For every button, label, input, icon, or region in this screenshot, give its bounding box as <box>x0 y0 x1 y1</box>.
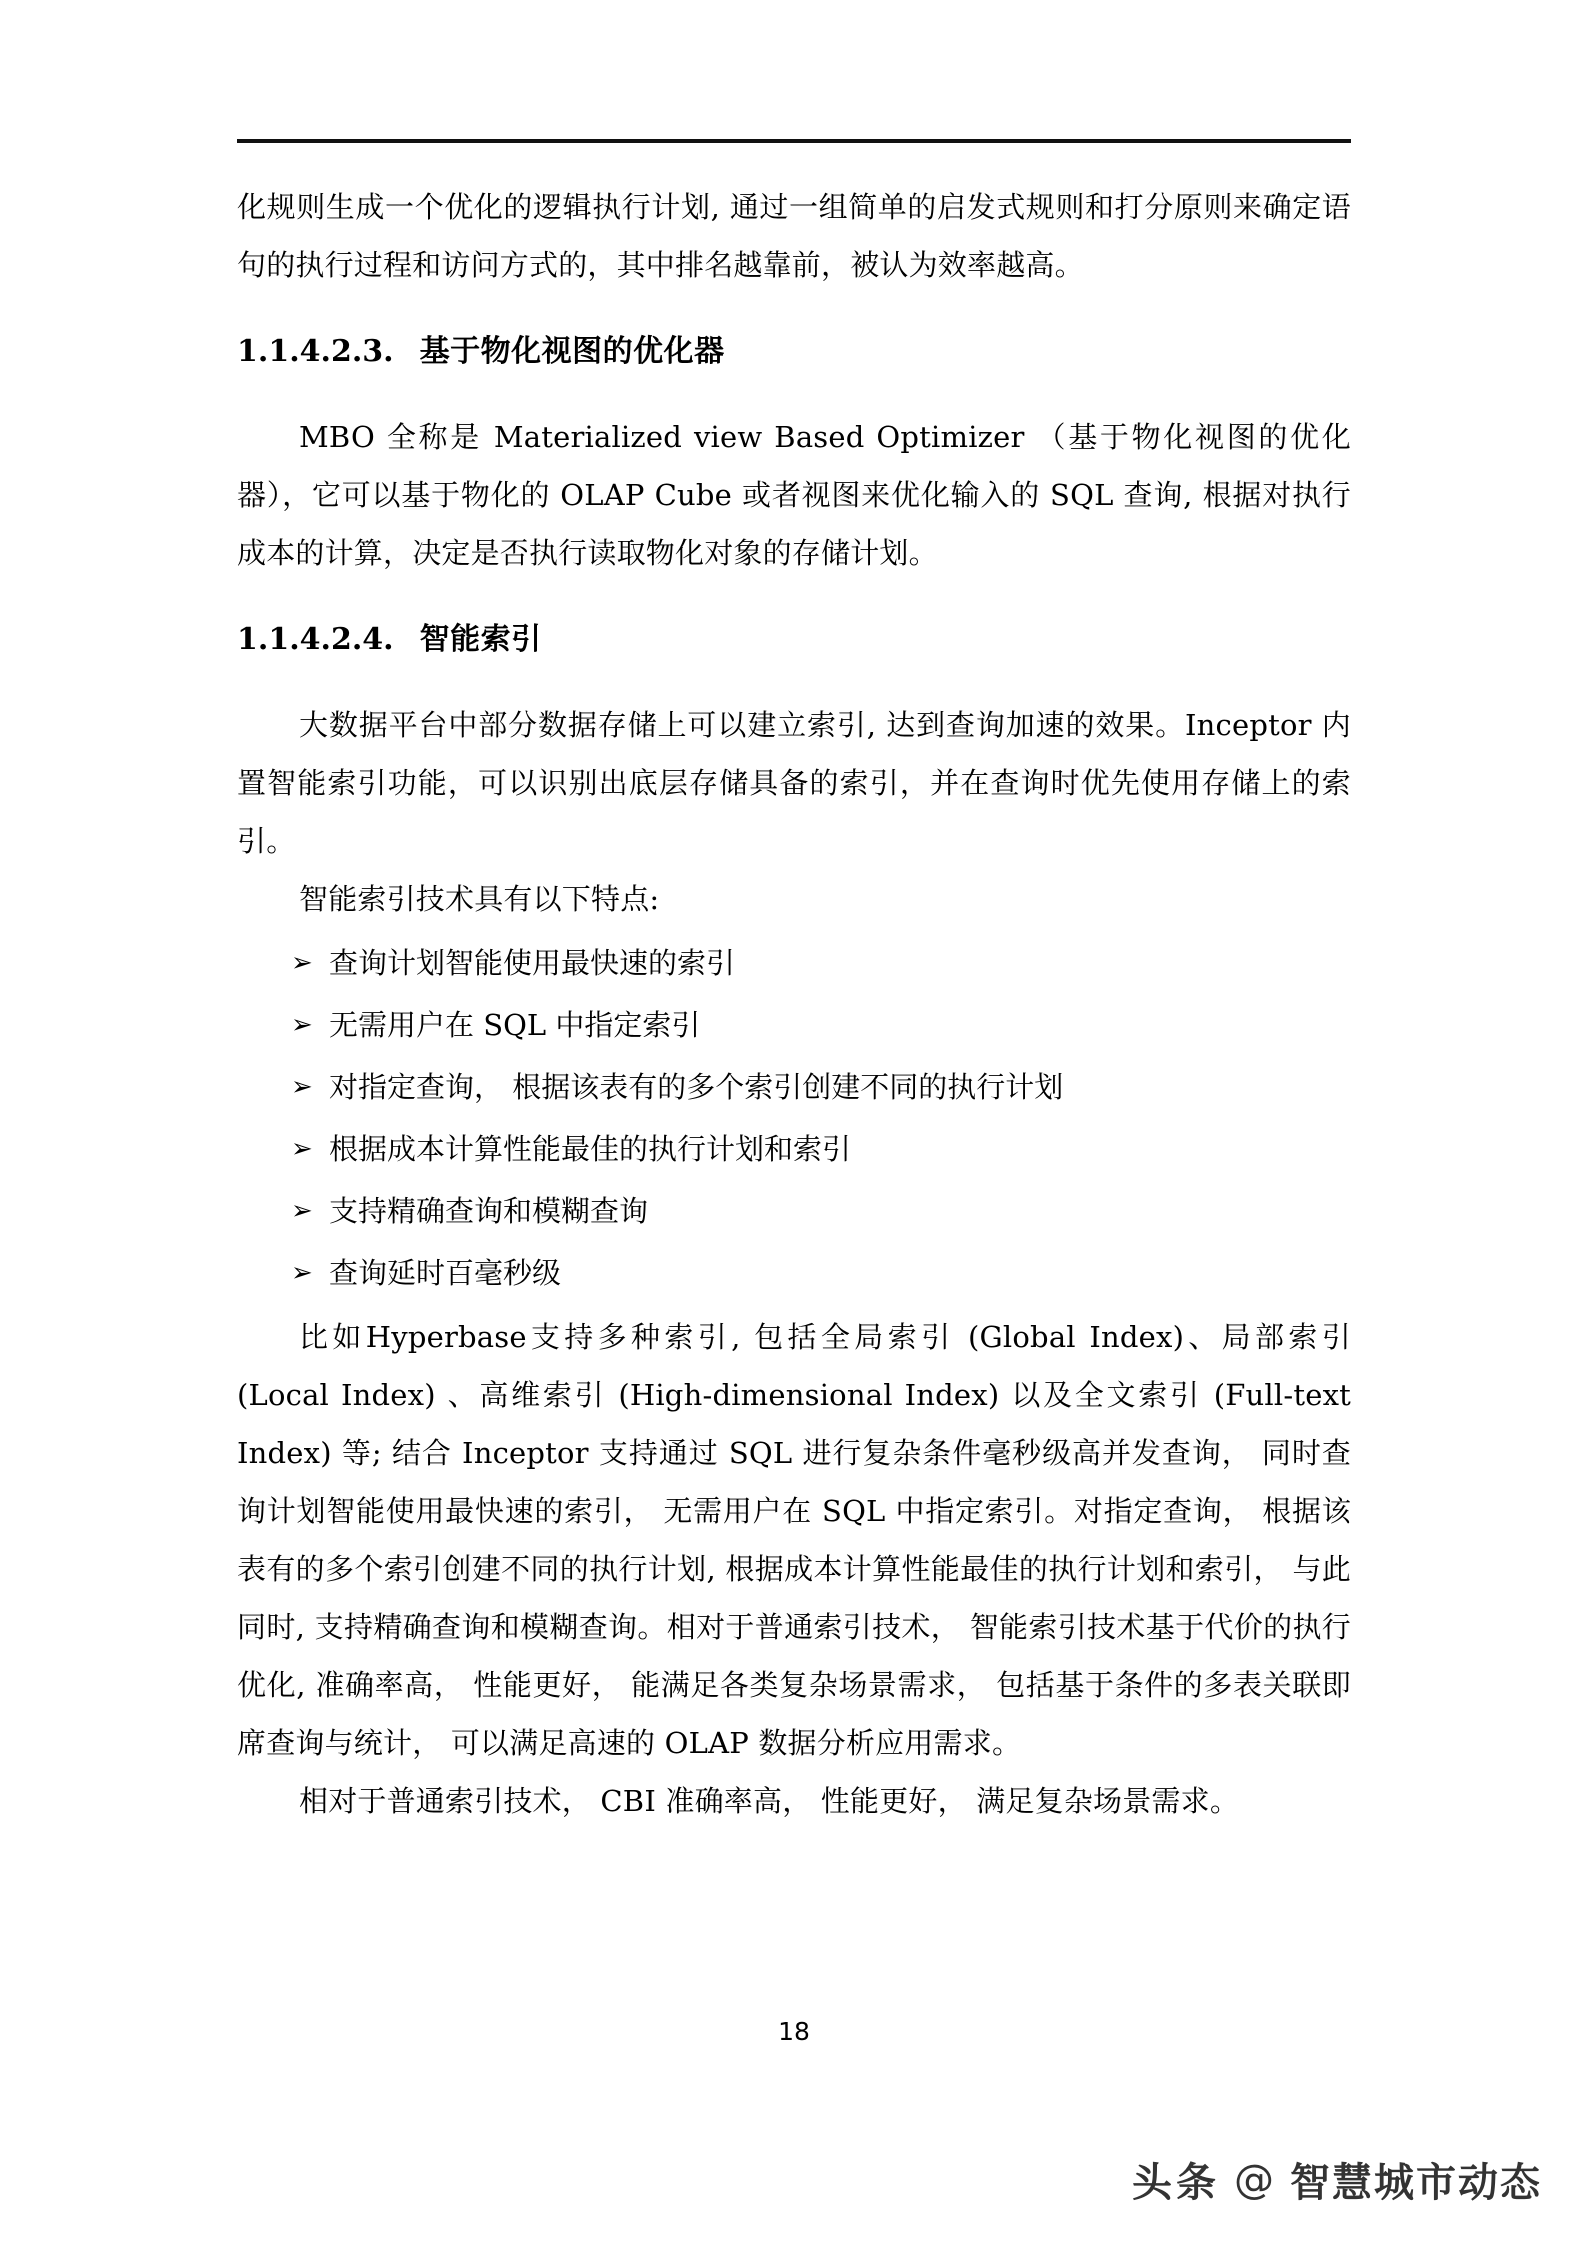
list-item <box>237 932 1351 994</box>
list-item-label: 查询计划智能使用最快速的索引 <box>329 946 736 980</box>
list-item <box>237 1118 1351 1180</box>
list-item <box>237 1056 1351 1118</box>
watermark <box>1132 2151 1542 2208</box>
list-item-label: 根据成本计算性能最佳的执行计划和索引 <box>329 1132 852 1166</box>
arrowhead-bullet-icon: ➢ <box>291 948 313 978</box>
feature-bullet-list <box>237 932 1351 1304</box>
paragraph-mbo: MBO 全称是 Materialized view Based Optimizer （基于物化视图的优化器），它可以基于物化的 OLAP Cube 或者视图来优化输入的 SQL 查询, 根据对执行成本的计算，决定是否执行读取物化对象的存储计划。 <box>237 420 1351 570</box>
arrowhead-bullet-icon: ➢ <box>291 1258 313 1288</box>
heading-1-1-4-2-4 <box>237 618 1351 662</box>
list-item-label: 无需用户在 SQL 中指定索引 <box>329 1008 701 1042</box>
document-body <box>237 178 1351 1830</box>
paragraph-continued: 化规则生成一个优化的逻辑执行计划, 通过一组简单的启发式规则和打分原则来确定语句的执行过程和访问方式的，其中排名越靠前，被认为效率越高。 <box>237 190 1351 282</box>
paragraph-cbi: 相对于普通索引技术， CBI 准确率高， 性能更好， 满足复杂场景需求。 <box>299 1784 1240 1818</box>
watermark-at-symbol: @ <box>1234 2156 1276 2203</box>
heading-number: 1.1.4.2.3. <box>237 334 394 369</box>
list-item-label: 查询延时百毫秒级 <box>329 1256 562 1290</box>
list-item <box>237 1242 1351 1304</box>
paragraph-smart-index-intro: 大数据平台中部分数据存储上可以建立索引, 达到查询加速的效果。Inceptor 内置智能索引功能，可以识别出底层存储具备的索引，并在查询时优先使用存储上的索引。 <box>237 708 1351 858</box>
arrowhead-bullet-icon: ➢ <box>291 1134 313 1164</box>
watermark-account-name: 智慧城市动态 <box>1290 2160 1542 2206</box>
page-content-column <box>237 0 1351 2244</box>
heading-title: 基于物化视图的优化器 <box>419 334 725 369</box>
list-item <box>237 1180 1351 1242</box>
arrowhead-bullet-icon: ➢ <box>291 1196 313 1226</box>
heading-number: 1.1.4.2.4. <box>237 622 394 657</box>
page-number: 18 <box>778 2017 810 2046</box>
header-rule <box>237 139 1351 143</box>
paragraph-features-lead: 智能索引技术具有以下特点: <box>299 882 660 916</box>
watermark-brand: 头条 <box>1132 2160 1220 2206</box>
arrowhead-bullet-icon: ➢ <box>291 1010 313 1040</box>
paragraph-hyperbase: 比如Hyperbase支持多种索引, 包括全局索引 (Global Index)、局部索引 (Local Index) 、高维索引 (High-dimensional Index) 以及全文索引 (Full-text Index) 等; 结合 Inceptor 支持通过 SQL 进行复杂条件毫秒级高并发查询， 同时查询计划智能使用最快速的索引， 无需用户在 SQL 中指定索引。对指定查询， 根据该表有的多个索引创建不同的执行计划, 根据成本计算性能最佳的执行计划和索引， 与此同时, 支持精确查询和模糊查询。相对于普通索引技术， 智能索引技术基于代价的执行优化, 准确率高， 性能更好， 能满足各类复杂场景需求， 包括基于条件的多表关联即席查询与统计， 可以满足高速的 OLAP 数据分析应用需求。 <box>237 1320 1351 1760</box>
list-item-label: 支持精确查询和模糊查询 <box>329 1194 649 1228</box>
heading-title: 智能索引 <box>419 622 542 657</box>
heading-1-1-4-2-3 <box>237 330 1351 374</box>
list-item <box>237 994 1351 1056</box>
arrowhead-bullet-icon: ➢ <box>291 1072 313 1102</box>
list-item-label: 对指定查询， 根据该表有的多个索引创建不同的执行计划 <box>329 1070 1064 1104</box>
